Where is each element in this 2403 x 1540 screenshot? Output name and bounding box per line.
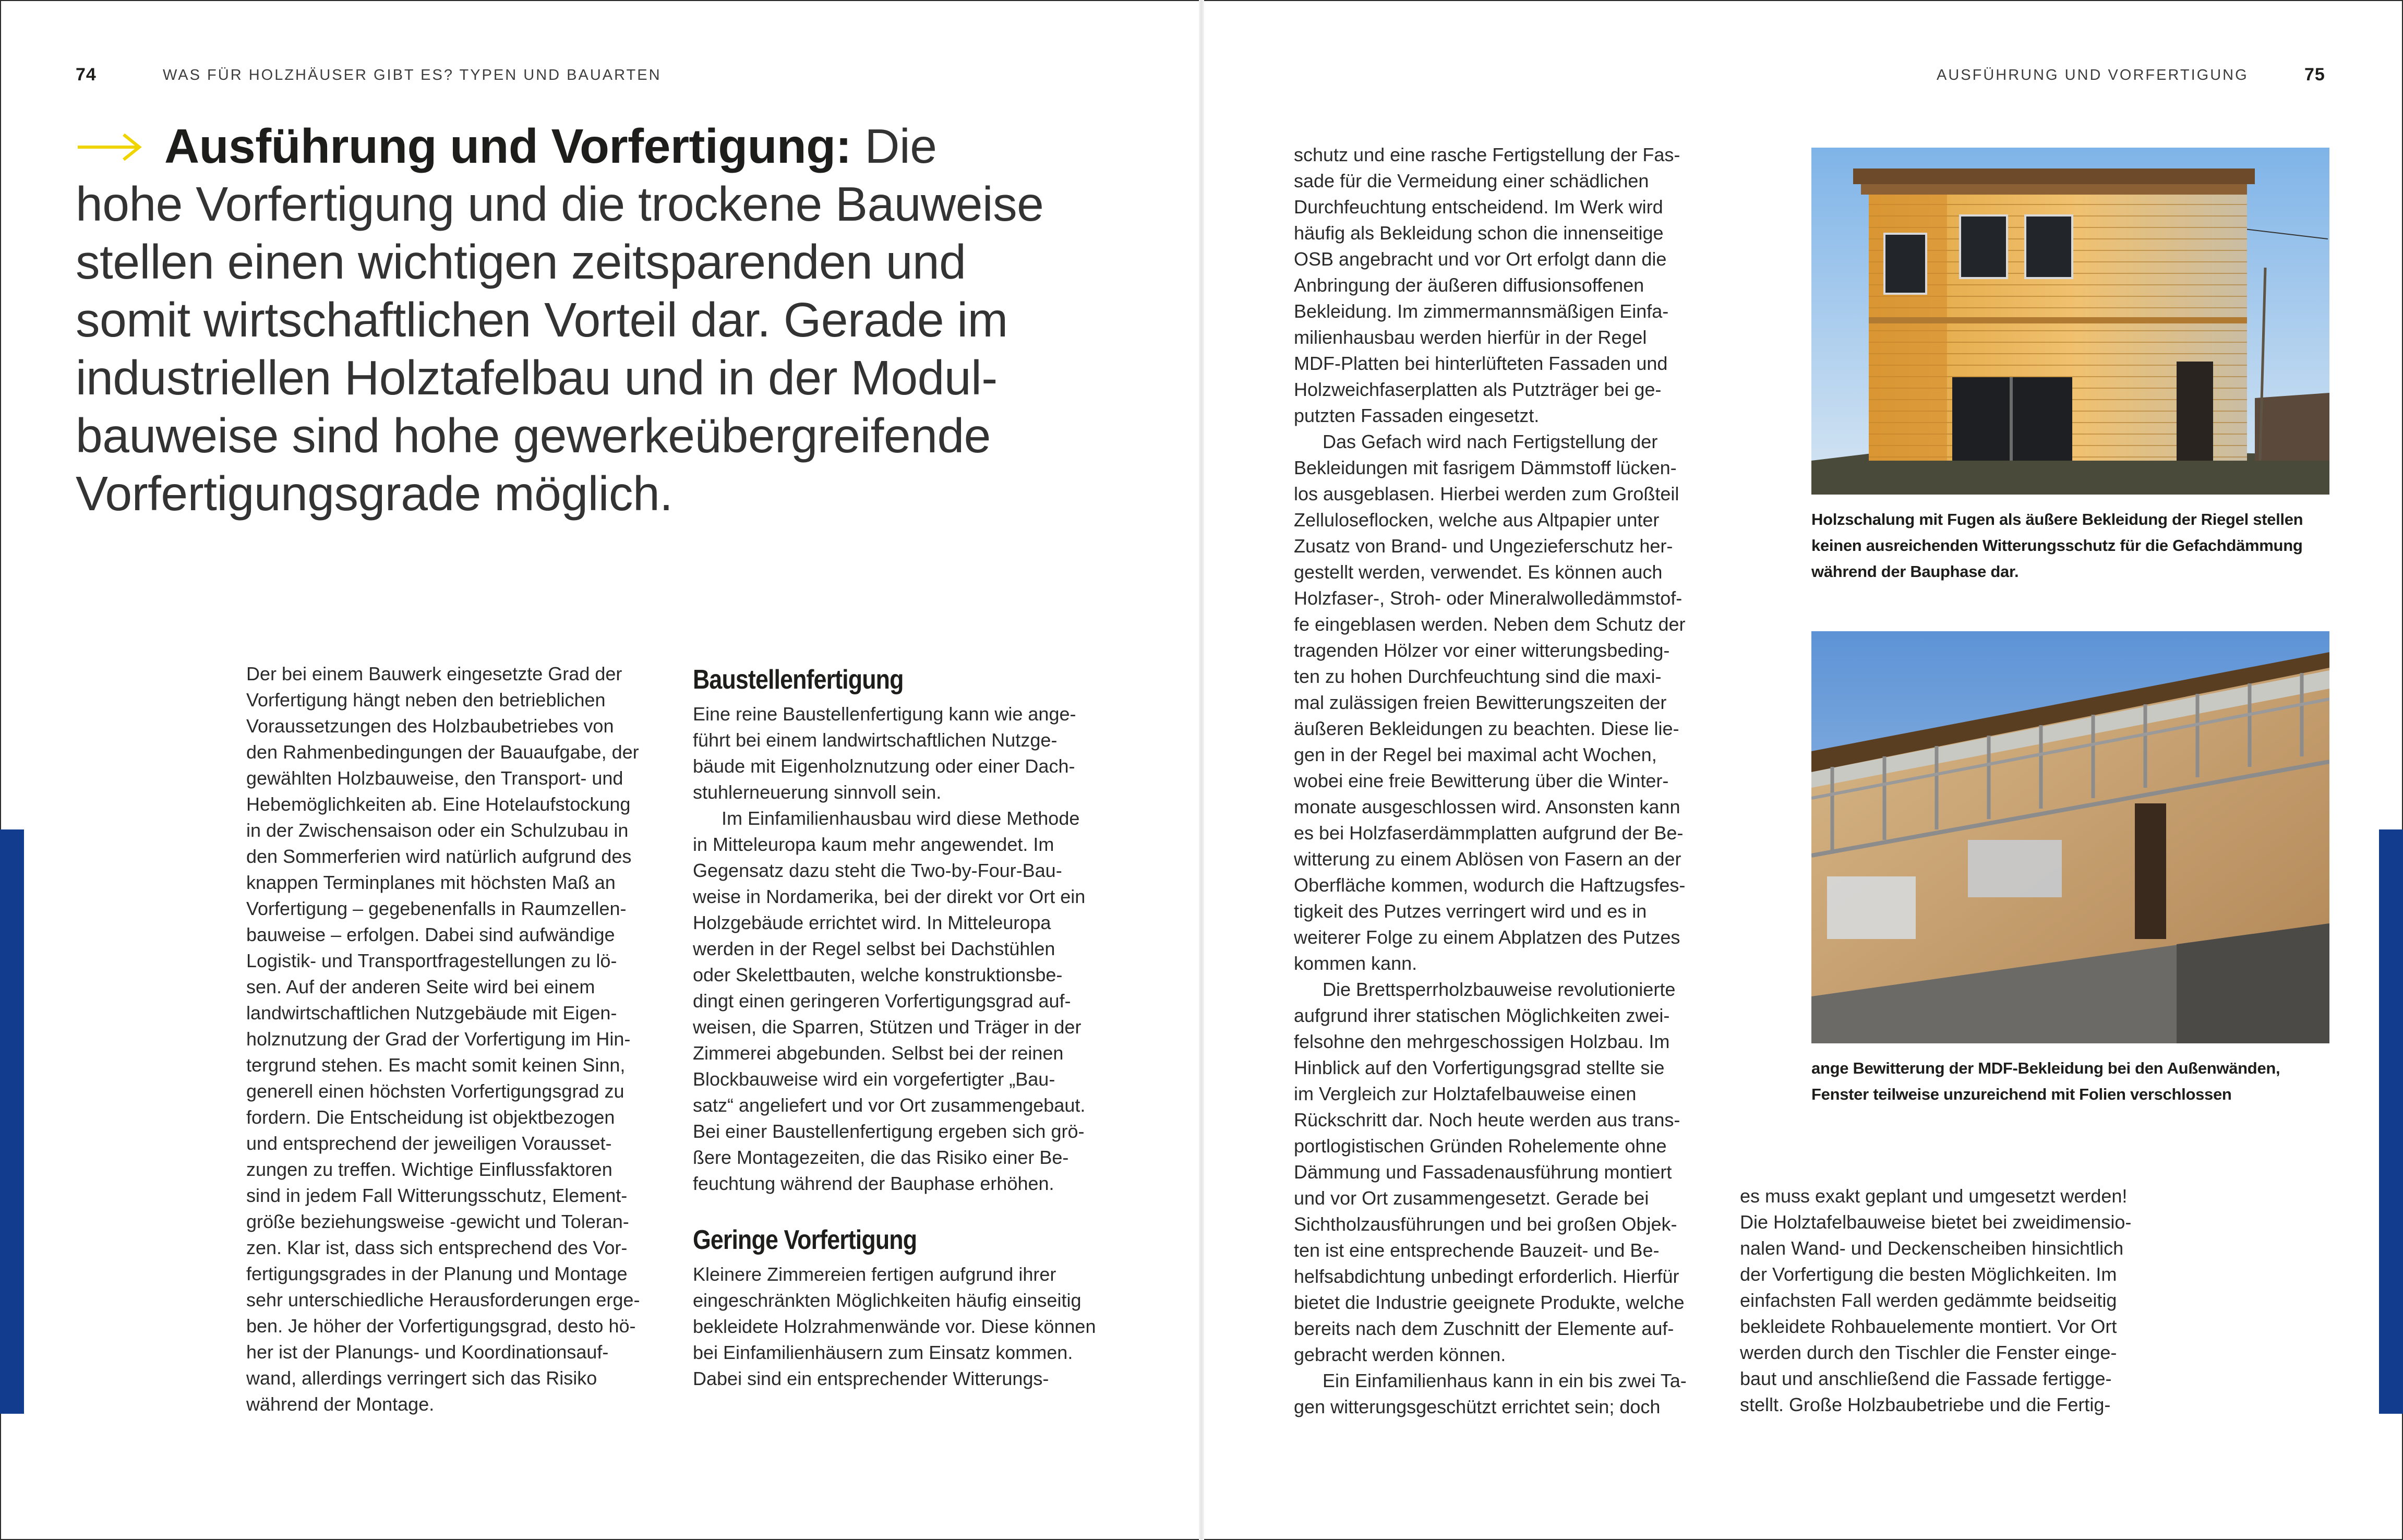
- intro-lead: Ausführung und Vorfertigung:: [164, 119, 852, 173]
- running-head-right: AUSFÜHRUNG UND VORFERTIGUNG: [1937, 67, 2249, 83]
- page-number-left: 74: [76, 65, 97, 85]
- body-paragraph: Kleinere Zimmereien fertigen aufgrund ihrer eingeschränkten Möglichkeiten häufig einseitig bekleidete Holzrahmenwände vor. Diese können bei Einfamilienhäusern zum Einsatz kommen. Dabei sind ein entsprechender Witterungs-: [693, 1264, 1096, 1389]
- body-paragraph: Ein Einfamilienhaus kann in ein bis zwei Ta- gen witterungsgeschützt errichtet sein; doch: [1294, 1370, 1687, 1417]
- column-4: [1740, 1183, 2173, 1418]
- column-2: [693, 661, 1131, 1392]
- arrow-right-icon: [76, 117, 143, 149]
- body-paragraph: Die Brettsperrholzbauweise revolutionierte aufgrund ihrer statischen Möglichkeiten zwei- felsohne den mehrgeschossigen Holzbau. Im Hinblick auf den Vorfertigungsgrad stellte sie im Vergleich zur Holztafelbauweise einen Rückschritt dar. Noch heute werden aus trans- portlogistischen Gründen Rohelemente ohne Dämmung und Fassadenausführung montiert und vor Ort zusammengesetzt. Gerade bei Sichtholzausführungen und bei großen Objek- ten ist eine entsprechende Bauzeit- und Be- helfsabdichtung unbedingt erforderlich. Hierfür bietet die Industrie geeignete Produkte, welche bereits nach dem Zuschnitt der Elemente auf- gebracht werden können.: [1294, 979, 1685, 1365]
- intro-statement: [76, 117, 1046, 523]
- thumb-index-right: [2379, 829, 2403, 1414]
- page-number-right: 75: [2304, 65, 2325, 85]
- intro-line: bauweise sind hohe gewerkeübergreifende: [76, 408, 991, 463]
- body-paragraph: Das Gefach wird nach Fertigstellung der Bekleidungen mit fasrigem Dämmstoff lücken- los ausgeblasen. Hierbei werden zum Großteil Zelluloseflocken, welche aus Altpapier unter Zusatz von Brand- und Ungezieferschutz her- gestellt werden, verwendet. Es können auch Holzfaser-, Stroh- oder Mineralwolledämmstof- fe eingeblasen werden. Neben dem Schutz der tragenden Hölzer vor einer witterungsbeding- ten zu hohen Durchfeuchtung sind die maxi- mal zulässigen freien Bewitterungszeiten der äußeren Bekleidungen zu beachten. Diese lie- gen in der Regel bei maximal acht Wochen, wobei eine freie Bewitterung über die Winter- monate ausgeschlossen wird. Ansonsten kann es bei Holzfaserdämmplatten aufgrund der Be- witterung zu einem Ablösen von Fasern an der Oberfläche kommen, wodurch die Haftzugsfes- tigkeit des Putzes verringert wird und es in weiterer Folge zu einem Abplatzen des Putzes kommen kann.: [1294, 431, 1686, 974]
- photo-mdf-cladding-scaffolding: [1811, 631, 2329, 1043]
- running-head-left: WAS FÜR HOLZHÄUSER GIBT ES? TYPEN UND BAUARTEN: [163, 67, 662, 83]
- intro-line: hohe Vorfertigung und die trockene Bauweise: [76, 177, 1044, 231]
- intro-line: Die: [864, 119, 937, 173]
- thumb-index-left: [0, 829, 24, 1414]
- column-3: [1294, 142, 1722, 1420]
- photo-caption-1: Holzschalung mit Fugen als äußere Bekleidung der Riegel stellen keinen ausreichenden Witterungsschutz für die Gefachdämmung während der Bauphase dar.: [1811, 510, 2303, 581]
- book-gutter: [1199, 0, 1204, 1540]
- photo-timber-house-cladding: [1811, 148, 2329, 495]
- photo-caption-2: ange Bewitterung der MDF-Bekleidung bei den Außenwänden, Fenster teilweise unzureichend mit Folien verschlossen: [1811, 1059, 2280, 1103]
- column-1: [246, 661, 674, 1417]
- section-heading-geringe-vorfertigung: Geringe Vorfertigung: [693, 1225, 917, 1255]
- body-paragraph: schutz und eine rasche Fertigstellung der Fas- sade für die Vermeidung einer schädlichen Durchfeuchtung entscheidend. Im Werk wird häufig als Bekleidung schon die innenseitige OSB angebracht und vor Ort erfolgt dann die Anbringung der äußeren diffusionsoffenen Bekleidung. Im zimmermannsmäßigen Einfa- milienhausbau werden hierfür in der Regel MDF-Platten bei hinterlüfteten Fassaden und Holzweichfaserplatten als Putzträger bei ge- putzten Fassaden eingesetzt.: [1294, 144, 1680, 426]
- section-heading-baustellenfertigung: Baustellenfertigung: [693, 665, 904, 695]
- intro-line: somit wirtschaftlichen Vorteil dar. Gerade im: [76, 293, 1008, 347]
- intro-line: industriellen Holztafelbau und in der Modul-: [76, 351, 998, 405]
- body-paragraph: Eine reine Baustellenfertigung kann wie ange- führt bei einem landwirtschaftlichen Nutzge- bäude mit Eigenholznutzung oder einer Dach- stuhlerneuerung sinnvoll sein.: [693, 703, 1076, 803]
- intro-line: stellen einen wichtigen zeitsparenden und: [76, 235, 966, 289]
- body-paragraph: es muss exakt geplant und umgesetzt werden! Die Holztafelbauweise bietet bei zweidimensio- nalen Wand- und Deckenscheiben hinsichtlich der Vorfertigung die besten Möglichkeiten. Im einfachsten Fall werden gedämmte beidseitig bekleidete Rohbauelemente montiert. Vor Ort werden durch den Tischler die Fenster einge- baut und anschließend die Fassade fertigge- stellt. Große Holzbaubetriebe und die Fertig-: [1740, 1185, 2132, 1415]
- intro-line: Vorfertigungsgrade möglich.: [76, 466, 673, 521]
- body-paragraph: Im Einfamilienhausbau wird diese Methode in Mitteleuropa kaum mehr angewendet. Im Gegensatz dazu steht die Two-by-Four-Bau- weise in Nordamerika, bei der direkt vor Ort ein Holzgebäude errichtet wird. In Mitteleuropa werden in der Regel selbst bei Dachstühlen oder Skelettbauten, welche konstruktionsbe- dingt einen geringeren Vorfertigungsgrad auf- weisen, die Sparren, Stützen und Träger in der Zimmerei abgebunden. Selbst bei der reinen Blockbauweise wird ein vorgefertigter „Bau- satz“ angeliefert und vor Ort zusammengebaut. Bei einer Baustellenfertigung ergeben sich grö- ßere Montagezeiten, die das Risiko einer Be- feuchtung während der Bauphase erhöhen.: [693, 808, 1086, 1194]
- body-paragraph: Der bei einem Bauwerk eingesetzte Grad der Vorfertigung hängt neben den betrieblichen Voraussetzungen des Holzbaubetriebes von den Rahmenbedingungen der Bauaufgabe, der gewählten Holzbauweise, den Transport- und Hebemöglichkeiten ab. Eine Hotelaufstockung in der Zwischensaison oder ein Schulzubau in den Sommerferien wird natürlich aufgrund des knappen Terminplanes mit höchsten Maß an Vorfertigung – gegebenenfalls in Raumzellen- bauweise – erfolgen. Dabei sind aufwändige Logistik- und Transportfragestellungen zu lö- sen. Auf der anderen Seite wird bei einem landwirtschaftlichen Nutzgebäude mit Eigen- holznutzung der Grad der Vorfertigung im Hin- tergrund stehen. Es macht somit keinen Sinn, generell einen höchsten Vorfertigungsgrad zu fordern. Die Entscheidung ist objektbezogen und entsprechend der jeweiligen Vorausset- zungen zu treffen. Wichtige Einflussfaktoren sind in jedem Fall Witterungsschutz, Element- größe beziehungsweise -gewicht und Toleran- zen. Klar ist, dass sich entsprechend des Vor- fertigungsgrades in der Planung und Montage sehr unterschiedliche Herausforderungen erge- ben. Je höher der Vorfertigungsgrad, desto hö- her ist der Planungs- und Koordinationsauf- wand, allerdings verringert sich das Risiko während der Montage.: [246, 663, 640, 1415]
